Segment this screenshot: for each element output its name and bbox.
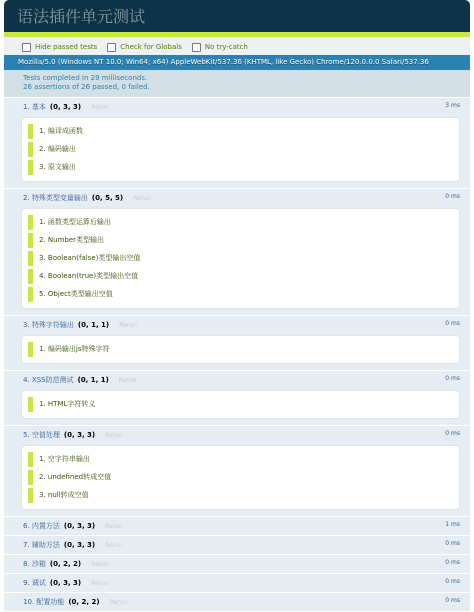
test-duration: 0 ms [445,597,460,604]
no-try-catch-label: No try-catch [204,43,248,51]
test-header[interactable] [23,578,460,588]
result-assertions: 26 assertions of 26 passed, 0 failed. [23,83,150,91]
test-item[interactable] [4,517,470,536]
test-header[interactable] [23,102,460,112]
test-number: 8. [23,560,32,568]
test-name[interactable]: 调试 [31,579,46,587]
assertion-item: 2. Number类型输出 [28,233,453,248]
assertion-list [21,390,460,419]
hide-passed-checkbox[interactable] [22,43,31,52]
test-counts: (0, 2, 2) [49,560,82,568]
assertion-item: 3. 原文输出 [28,160,453,175]
test-name[interactable]: 特殊字符输出 [31,321,74,329]
test-counts: (0, 3, 3) [63,431,96,439]
test-item[interactable] [4,555,470,574]
test-name[interactable]: XSS防范测试 [31,376,74,384]
test-name[interactable]: 配置功能 [36,598,65,606]
rerun-link[interactable]: Rerun [105,541,123,549]
test-name[interactable]: 特殊类型变量输出 [31,194,88,202]
assertion-item: 2. 编码输出 [28,142,453,157]
test-number: 2. [23,194,32,202]
test-item[interactable] [4,574,470,593]
test-header[interactable] [23,320,460,330]
test-counts: (0, 1, 1) [77,321,110,329]
test-name[interactable]: 内置方法 [31,522,60,530]
test-duration: 0 ms [445,559,460,566]
assertion-item: 4. Boolean(true)类型输出空值 [28,269,453,284]
hide-passed-option[interactable] [22,43,97,52]
test-item[interactable] [4,593,470,612]
check-globals-label: Check for Globals [120,43,182,51]
assertion-list [21,445,460,510]
no-try-catch-option[interactable] [192,43,248,52]
test-counts: (0, 3, 3) [63,522,96,530]
test-counts: (0, 1, 1) [77,376,109,384]
check-globals-option[interactable] [107,43,182,52]
test-number: 6. [23,522,32,530]
test-name[interactable]: 辅助方法 [31,541,60,549]
toolbar [4,37,470,55]
assertion-item: 3. null转成空值 [28,488,453,503]
test-item[interactable] [4,426,470,517]
no-try-catch-checkbox[interactable] [192,43,201,52]
test-duration: 0 ms [445,430,460,437]
test-item[interactable] [4,371,470,426]
page-title: 语法插件单元测试 [4,0,470,32]
test-duration: 0 ms [445,375,460,382]
test-duration: 0 ms [445,193,460,200]
test-name[interactable]: 沙箱 [31,560,46,568]
test-header[interactable] [23,521,460,531]
qunit-container [4,0,470,612]
rerun-link[interactable]: Rerun [133,194,151,202]
test-counts: (0, 5, 5) [91,194,124,202]
test-number: 9. [23,579,32,587]
test-item[interactable] [4,536,470,555]
hide-passed-label: Hide passed tests [35,43,98,51]
rerun-link[interactable]: Rerun [91,560,109,568]
test-result-summary [4,70,470,98]
test-header[interactable] [23,430,460,440]
rerun-link[interactable]: Rerun [91,579,109,587]
test-number: 1. [23,103,32,111]
assertion-item: 2. undefined转成空值 [28,470,453,485]
rerun-link[interactable]: Rerun [105,431,123,439]
assertion-item: 5. Object类型输出空值 [28,287,453,302]
rerun-link[interactable]: Rerun [105,522,123,530]
test-number: 3. [23,321,32,329]
test-counts: (0, 3, 3) [49,579,82,587]
test-number: 5. [23,431,32,439]
test-item[interactable] [4,189,470,316]
rerun-link[interactable]: Rerun [109,598,128,606]
assertion-item: 1. 编译成函数 [28,124,453,139]
test-item[interactable] [4,98,470,189]
test-duration: 0 ms [445,320,460,327]
test-counts: (0, 3, 3) [49,103,82,111]
assertion-item: 1. 编码输出js特殊字符 [28,342,453,357]
check-globals-checkbox[interactable] [107,43,116,52]
test-duration: 3 ms [445,102,460,109]
test-number: 7. [23,541,32,549]
test-counts: (0, 3, 3) [63,541,96,549]
test-header[interactable] [23,559,460,569]
test-counts: (0, 2, 2) [68,598,100,606]
assertion-item: 1. 空字符串输出 [28,452,453,467]
test-name[interactable]: 基本 [31,103,46,111]
result-duration: Tests completed in 29 milliseconds. [23,74,148,82]
test-duration: 0 ms [445,578,460,585]
test-name[interactable]: 空值处理 [31,431,60,439]
test-header[interactable] [23,193,460,203]
test-duration: 1 ms [445,521,460,528]
test-duration: 0 ms [445,540,460,547]
assertion-item: 1. 函数类型运算后输出 [28,215,453,230]
test-header[interactable] [23,375,460,385]
assertion-list [21,208,460,309]
assertion-list [21,335,460,364]
test-header[interactable] [23,540,460,550]
test-list [4,98,470,612]
assertion-item: 1. HTML字符转义 [28,397,453,412]
test-number: 10. [23,598,37,606]
assertion-item: 3. Boolean(false)类型输出空值 [28,251,453,266]
test-header[interactable] [23,597,460,607]
rerun-link[interactable]: Rerun [91,103,109,111]
assertion-list [21,117,460,182]
rerun-link[interactable]: Rerun [119,321,137,329]
rerun-link[interactable]: Rerun [118,376,137,384]
user-agent: Mozilla/5.0 (Windows NT 10.0; Win64; x64) AppleWebKit/537.36 (KHTML, like Gecko) Chrome/120.0.0.0 Safari/537.36 [4,55,470,70]
test-number: 4. [23,376,32,384]
test-item[interactable] [4,316,470,371]
